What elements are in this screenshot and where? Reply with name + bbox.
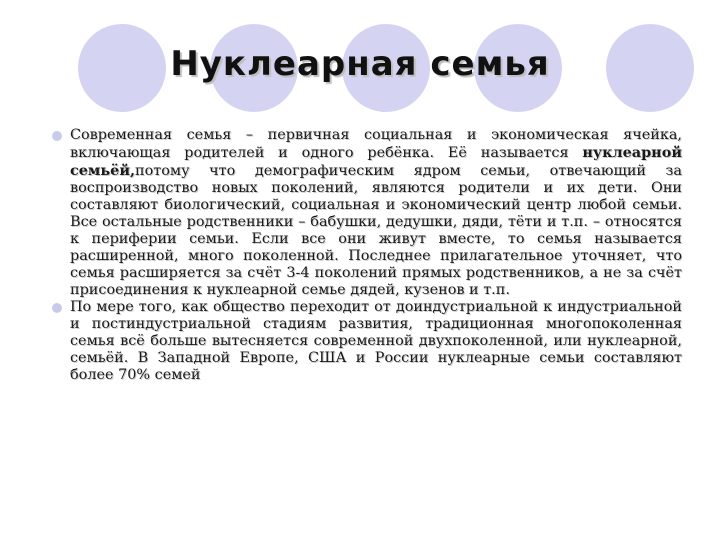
bullet-icon — [52, 303, 62, 313]
bullet-item-2 — [52, 299, 682, 384]
bullet-icon — [52, 131, 62, 141]
bullet-item-1 — [52, 127, 682, 299]
bullet-1-text-start: Современная семья – первичная социальная и экономическая ячейка, включающая родителей и одного ребёнка. Её называется — [70, 127, 682, 161]
bullet-1-text-end: потому что демографическим ядром семьи, отвечающий за воспроизводство новых поколений, являются родители и их дети. Они составляют биологический, социальная и экономический центр любой семьи. Все остальные родственники – бабушки, дедушки, дяди, тёти и т.п. – относятся к периферии семьи. Если все они живут вместе, то семья называется расширенной, много поколенной. Последнее прилагательное уточняет, что семья расширяется за счёт 3-4 поколений прямых родственников, а не за счёт присоединения к нуклеарной семье дядей, кузенов и т.п. — [70, 163, 682, 298]
bullet-1-bold-term: нуклеарной семьёй, — [70, 144, 682, 179]
bullet-list — [52, 127, 682, 384]
bullet-2-text: По мере того, как общество переходит от доиндустриальной к индустриальной и постиндустриальной стадиям развития, традиционная многопоколенная семья всё больше вытесняется современной двухпоколенной, или нуклеарной, семьёй. В Западной Европе, США и России нуклеарные семьи составляют более 70% семей — [70, 299, 682, 383]
slide-title: Нуклеарная семья — [170, 44, 550, 84]
